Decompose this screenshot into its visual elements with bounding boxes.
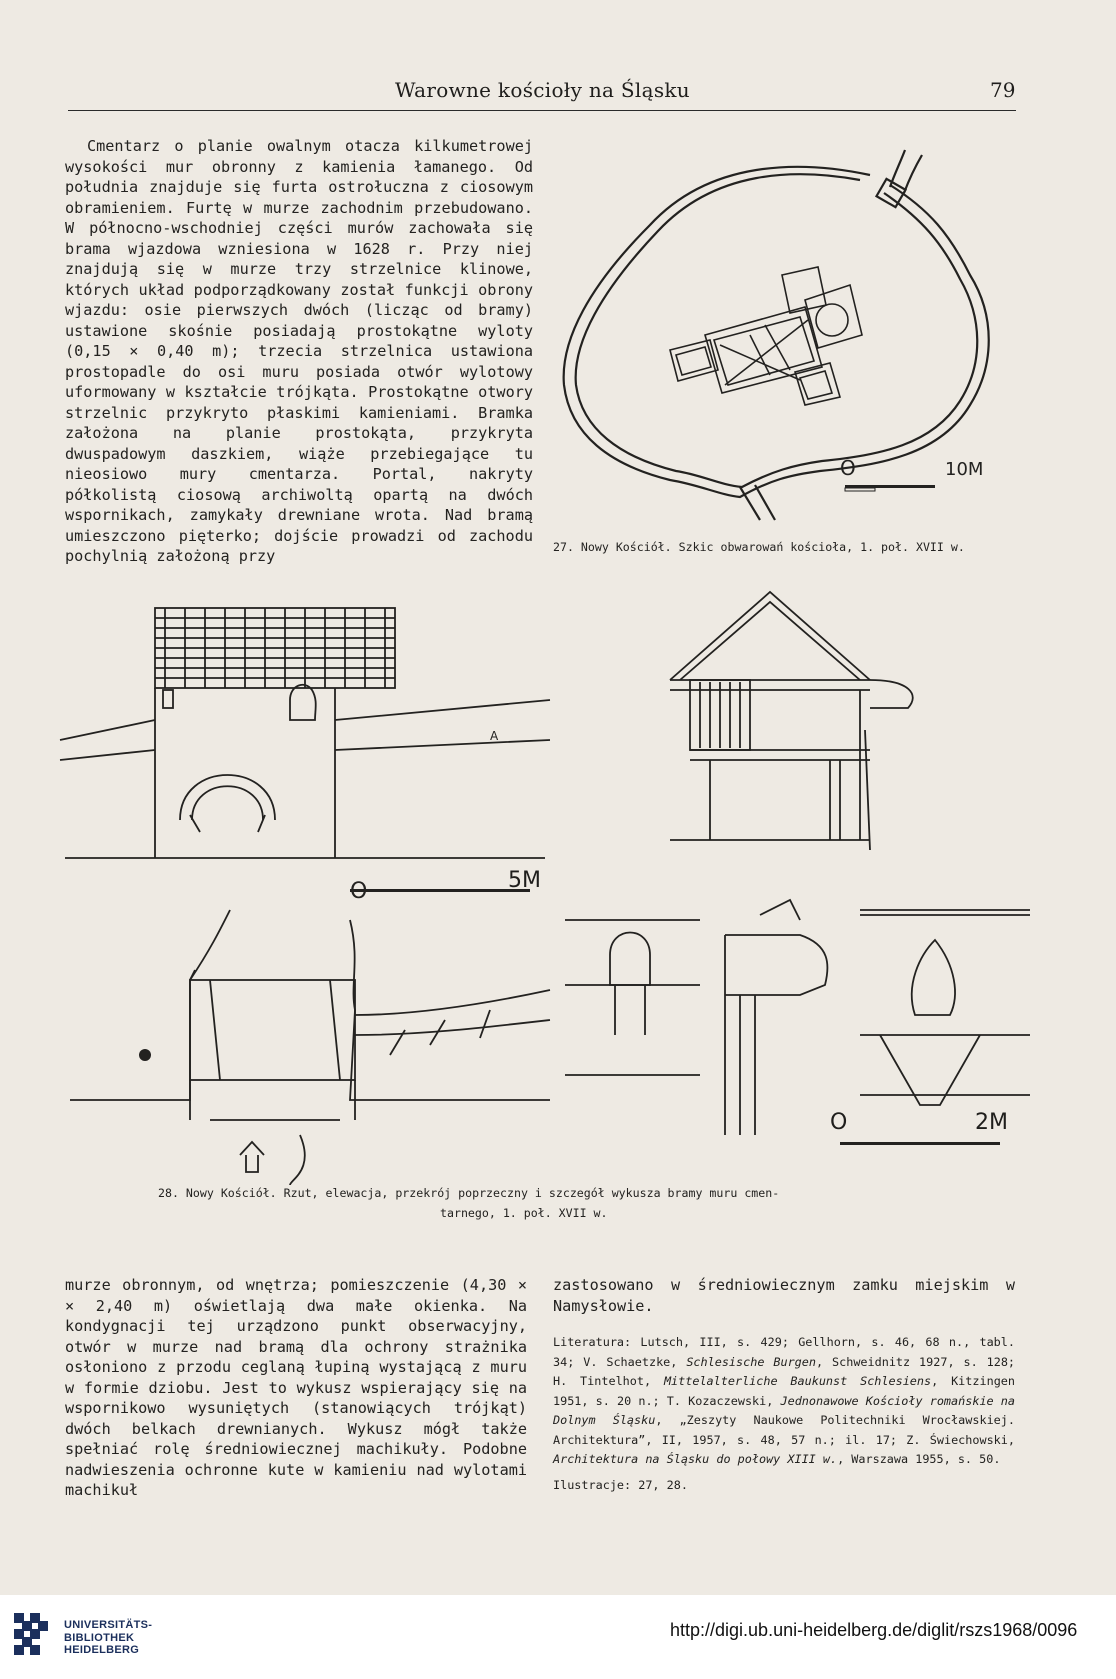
body-paragraph-top: Cmentarz o planie owalnym otacza kilkumetrowej wysokości mur obronny z kamienia łamanego. Od południa znajduje się furta ostrołuczna z ciosowym obramieniem. Furtę w murze zachodnim przebudowano. W północno-wschodniej części murów zachowała się brama wjazdowa wzniesiona w 1628 r. Przy niej znajdują się w murze trzy strzelnice klinowe, których układ podporządkowany został funkcji obrony wjazdu: osie pierwszych dwóch (licząc od bramy) ustawione skośnie posiadają prostokątne wyloty (0,15 × 0,40 m); trzecia strzelnica ustawiona prostopadle do osi muru posiada otwór wylotowy uformowany w kształcie trójkąta. Prostokątne otwory strzelnic przykryto płaskimi kamieniami. Bramka założona na planie prostokąta, przykryta dwuspadowym daszkiem, wiąże przebiegające tu nieosiowo mury cmentarza. Portal, nakryty półkolistą ciosową archiwoltą opartą na dwóch wspornikach, zamykały drewniane wrota. Nad bramą umieszczono pięterko; dojście prowadzi od zachodu pochylnią założoną przy <box>65 137 533 565</box>
figure-27-scale-zero: O <box>840 456 856 480</box>
figure-28-marker: A <box>490 729 499 743</box>
figure-28-elevation <box>60 600 550 900</box>
illustrations-line: Ilustracje: 27, 28. <box>553 1478 688 1492</box>
figure-27-plan <box>550 135 1020 520</box>
figure-28-plan <box>60 910 560 1190</box>
literature-block: Literatura: Lutsch, III, s. 429; Gellhorn, s. 46, 68 n., tabl. 34; V. Schaetzke, Schlesische Burgen, Schweidnitz 1927, s. 128; H. Tintelhot, Mittelalterliche Baukunst Schlesiens, Kitzingen 1951, s. 20 n.; T. Kozaczewski, Jednonawowe Kościoły romańskie na Dolnym Śląsku, „Zeszyty Naukowe Politechniki Wrocławskiej. Architektura”, II, 1957, s. 48, 57 n.; il. 17; Z. Świechowski, Architektura na Śląsku do połowy XIII w., Warszawa 1955, s. 50. <box>553 1335 1016 1466</box>
figure-28-caption-line2: tarnego, 1. poł. XVII w. <box>440 1206 608 1220</box>
body-paragraph-bottom-left: murze obronnym, od wnętrza; pomieszczenie (4,30 × × 2,40 m) oświetlają dwa małe okienka. Na kondygnacji tej urządzono punkt obserwacyjny, otwór w murze nad bramą dla ochrony strażnika osłoniono z przodu ceglaną łupiną wystającą z muru w formie dziobu. Jest to wykusz wspierający się na wspornikowo wysuniętych (stanowiących trójkąt) dwóch belkach drewnianych. Wykusz mógł także spełniać rolę średniowiecznej machikuły. Podobne nadwieszenia ochronne kute w kamieniu nad wylotami machikuł <box>65 1276 527 1499</box>
library-logo-text: UNIVERSITÄTS- BIBLIOTHEK HEIDELBERG <box>64 1619 153 1656</box>
header-rule <box>68 110 1016 111</box>
figure-28-caption-line1: 28. Nowy Kościół. Rzut, elewacja, przekrój poprzeczny i szczegół wykusza bramy muru cmen- <box>158 1186 780 1200</box>
figure-28-scale-bar-2 <box>840 1140 1010 1150</box>
page-number: 79 <box>990 78 1016 102</box>
source-url-link[interactable]: http://digi.ub.uni-heidelberg.de/diglit/rszs1968/0096 <box>670 1620 1078 1640</box>
figure-28-section <box>670 590 1030 850</box>
figure-27-caption: 27. Nowy Kościół. Szkic obwarowań kościoła, 1. poł. XVII w. <box>553 540 965 554</box>
library-logo-icon <box>14 1613 58 1657</box>
running-header-title: Warowne kościoły na Śląsku <box>395 78 690 102</box>
figure-27-scale-label: 10M <box>945 459 984 480</box>
body-paragraph-bottom-right: zastosowano w średniowiecznym zamku miejskim w Namysłowie. <box>553 1276 1015 1315</box>
figure-28-scale1-label: 5M <box>508 868 541 893</box>
figure-28-scale2-label: 2M <box>975 1110 1008 1135</box>
figure-28-scale2-zero: O <box>830 1110 848 1135</box>
figure-28-detail <box>560 885 1030 1135</box>
